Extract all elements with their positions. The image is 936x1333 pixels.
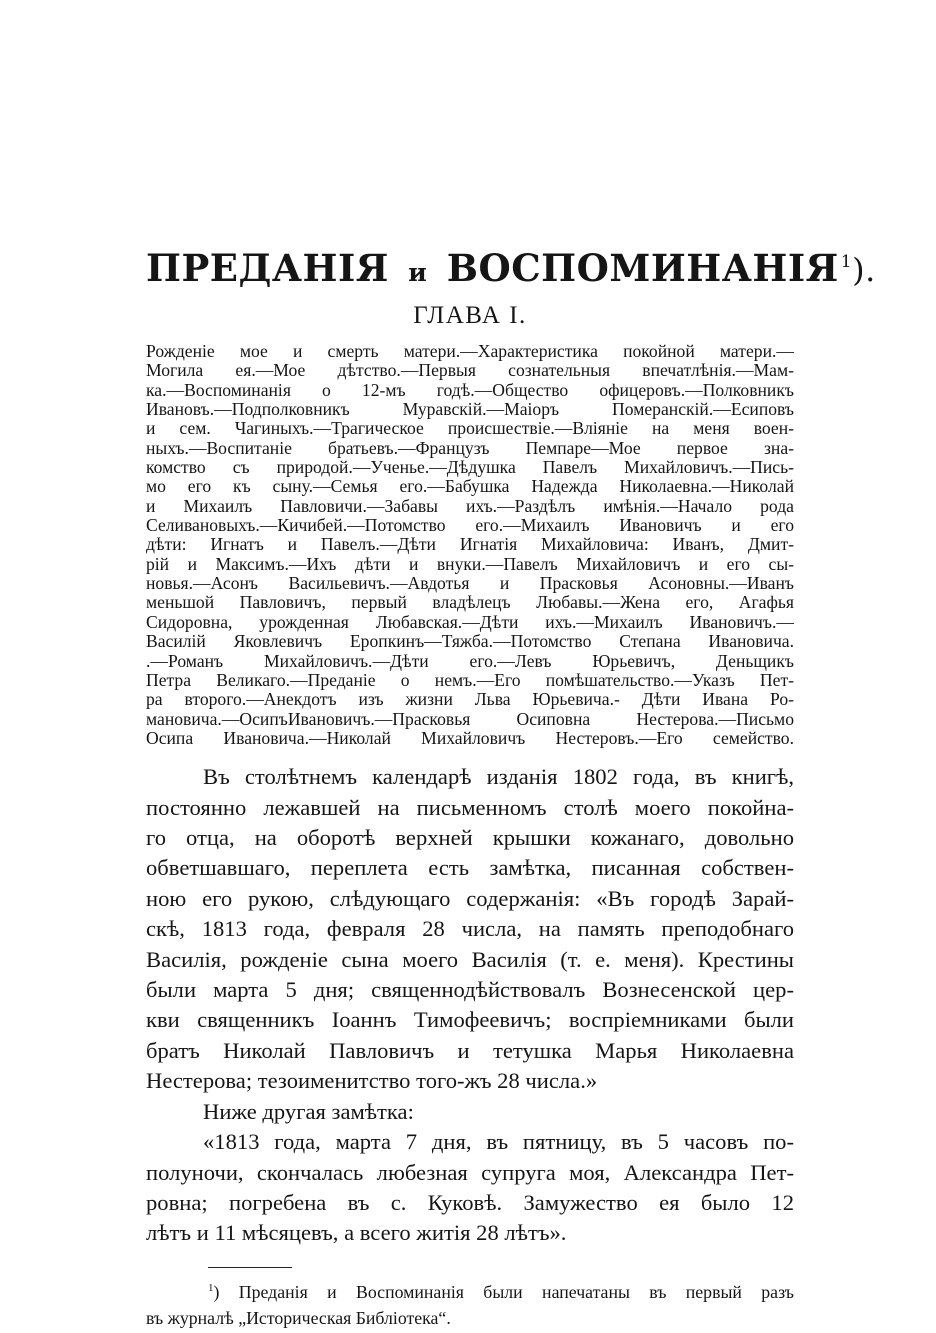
body-line: лѣтъ и 11 мѣсяцевъ, а всего житія 28 лѣтъ». <box>146 1220 567 1246</box>
summary-line: Осипа Ивановича.—Николай Михайловичъ Нестеровъ.—Его семейство. <box>146 727 794 748</box>
summary-line: новья.—Асонъ Васильевичъ.—Авдотья и Прасковья Асоновны.—Иванъ <box>146 573 794 594</box>
footnote <box>146 1275 794 1331</box>
summary-line: Петра Великаго.—Преданіе о немъ.—Его помѣшательство.—Указъ Пет- <box>146 669 794 690</box>
title-conjunction: и <box>408 258 428 287</box>
title-part-1: ПРЕДАНІЯ <box>146 246 389 290</box>
summary-line: ныхъ.—Воспитаніе братьевъ.—Французъ Пемпаре—Мое первое зна- <box>146 437 794 458</box>
body-line: Въ столѣтнемъ календарѣ изданія 1802 года, въ книгѣ, <box>203 764 794 790</box>
body-line: кви священникъ Іоаннъ Тимофеевичъ; воспріемниками были <box>146 1007 794 1033</box>
body-line: Нестерова; тезоименитство того-жъ 28 числа.» <box>146 1068 598 1094</box>
body-line: «1813 года, марта 7 дня, въ пятницу, въ 5 часовъ по- <box>203 1129 794 1155</box>
summary-line: .—Романъ Михайловичъ.—Дѣти его.—Левъ Юрьевичъ, Деньщикъ <box>146 650 794 671</box>
body-line: ною его рукою, слѣдующаго содержанія: «Въ городѣ Зарай- <box>146 885 794 911</box>
body-line: братъ Николай Павловичъ и тетушка Марья Николаевна <box>146 1037 794 1063</box>
summary-line: мо его къ сыну.—Семья его.—Бабушка Надежда Николаевна.—Николай <box>146 476 794 497</box>
summary-line: меньшой Павловичъ, первый владѣлецъ Любавы.—Жена его, Агафья <box>146 592 794 613</box>
body-line: обветшавшаго, переплета есть замѣтка, писанная собствен- <box>146 855 794 881</box>
summary-line: Могила ея.—Мое дѣтство.—Первыя сознательныя впечатлѣнія.—Мам- <box>146 360 794 381</box>
summary-line: ра второго.—Анекдотъ изъ жизни Льва Юрьевича.- Дѣти Ивана Ро- <box>146 689 794 710</box>
footnote-mark: 1 <box>208 1281 214 1294</box>
title-part-2: ВОСПОМИНАНІЯ <box>446 246 839 290</box>
footnote-line: въ журналѣ „Историческая Библіотека“. <box>146 1307 451 1328</box>
summary-line: и Михаилъ Павловичи.—Забавы ихъ.—Раздѣлъ имѣнія.—Начало рода <box>146 495 794 516</box>
summary-line: Рожденіе мое и смерть матери.—Характеристика покойной матери.— <box>146 341 794 361</box>
chapter-summary <box>146 342 794 748</box>
body-line: скѣ, 1813 года, февраля 28 числа, на память преподобнаго <box>146 916 794 942</box>
footnote-line <box>146 1275 794 1305</box>
page-title <box>146 236 876 299</box>
footnote-text-1: ) Преданія и Воспоминанія были напечатаны въ первый разъ <box>213 1281 794 1302</box>
body-line: были марта 5 дня; священнодѣйствовалъ Вознесенской цер- <box>146 977 794 1003</box>
body-line: ровна; погребена въ с. Куковѣ. Замужество ея было 12 <box>146 1189 794 1215</box>
footnote-divider <box>208 1267 292 1268</box>
summary-line: Ивановъ.—Подполковникъ Муравскій.—Маіоръ Померанскій.—Есиповъ <box>146 399 794 420</box>
page <box>146 236 876 1331</box>
summary-line: Василій Яковлевичъ Еропкинъ—Тяжба.—Потомство Степана Ивановича. <box>146 631 794 652</box>
summary-line: и сем. Чагиныхъ.—Трагическое происшествіе.—Вліяніе на меня воен- <box>146 418 794 439</box>
title-footnote-mark: 1 <box>840 252 853 272</box>
body-line: го отца, на оборотѣ верхней крышки кожанаго, довольно <box>146 825 794 851</box>
summary-line: Селивановыхъ.—Кичибей.—Потомство его.—Михаилъ Ивановичъ и его <box>146 515 794 536</box>
summary-line: ка.—Воспоминанія о 12-мъ годѣ.—Общество офицеровъ.—Полковникъ <box>146 379 794 400</box>
body-line: Василія, рожденіе сына моего Василія (т. е. меня). Крестины <box>146 946 794 972</box>
summary-line: мановича.—ОсипъИвановичъ.—Прасковья Осиповна Нестерова.—Письмо <box>146 708 794 729</box>
body-line: Ниже другая замѣтка: <box>203 1098 414 1124</box>
summary-line: комство съ природой.—Ученье.—Дѣдушка Павелъ Михайловичъ.—Пись- <box>146 457 794 478</box>
summary-line: рій и Максимъ.—Ихъ дѣти и внуки.—Павелъ Михайловичъ и его сы- <box>146 553 794 574</box>
summary-line: Сидоровна, урожденная Любавская.—Дѣти ихъ.—Михаилъ Ивановичъ.— <box>146 611 794 632</box>
main-text <box>146 762 794 1249</box>
title-tail: ). <box>852 251 876 289</box>
body-line: постоянно лежавшей на письменномъ столѣ моего покойна- <box>146 794 794 820</box>
summary-line: дѣти: Игнатъ и Павелъ.—Дѣти Игнатія Михайловича: Иванъ, Дмит- <box>146 534 794 555</box>
body-line: полуночи, скончалась любезная супруга моя, Александра Пет- <box>146 1159 794 1185</box>
chapter-heading: ГЛАВА I. <box>413 302 527 329</box>
